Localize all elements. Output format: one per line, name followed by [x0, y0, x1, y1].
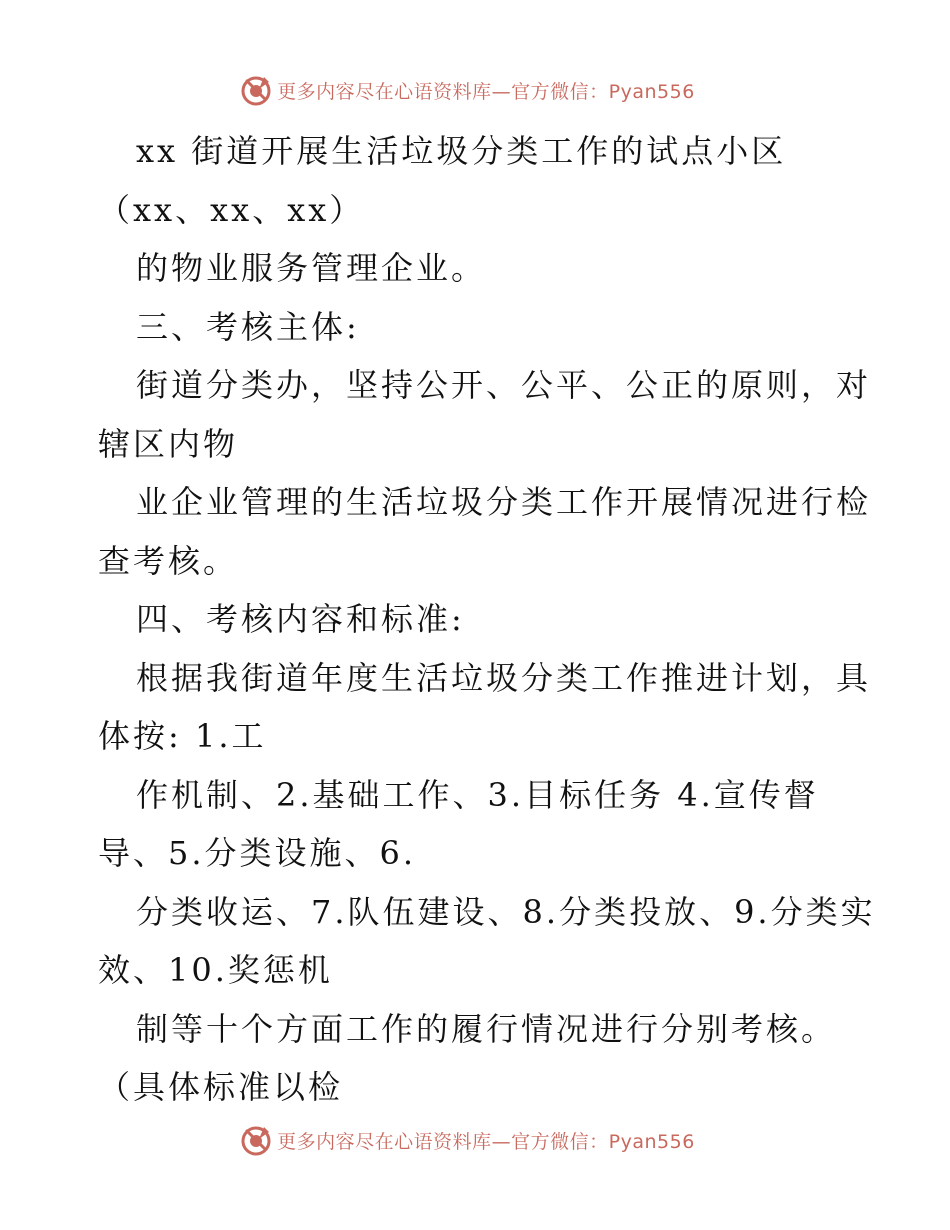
text-line: 作机制、2.基础工作、3.目标任务 4.宣传督: [136, 775, 819, 814]
text-line: 制等十个方面工作的履行情况进行分别考核。: [136, 1009, 837, 1048]
document-body: [98, 122, 876, 1117]
text-line: 四、考核内容和标准:: [136, 600, 465, 638]
text-line: （具体标准以检: [98, 1068, 344, 1106]
text-line: 分类收运、7.队伍建设、8.分类投放、9.分类实: [136, 892, 876, 931]
footer-watermark-banner: [0, 1120, 950, 1160]
text-line: 根据我街道年度生活垃圾分类工作推进计划，具: [136, 658, 872, 697]
text-line: （xx、xx、xx）: [98, 190, 365, 229]
text-line: 效、10.奖惩机: [98, 951, 333, 989]
header-watermark-banner: [0, 70, 950, 110]
text-line: 街道分类办，坚持公开、公平、公正的原则，对: [136, 366, 872, 404]
seal-logo-icon: [239, 73, 273, 107]
text-line: 三、考核主体:: [136, 307, 360, 346]
text-line: 辖区内物: [98, 424, 239, 463]
text-line: 查考核。: [98, 541, 239, 580]
text-line: 体按: 1.工: [98, 717, 267, 755]
text-line: 业企业管理的生活垃圾分类工作开展情况进行检: [136, 483, 872, 521]
text-line: 的物业服务管理企业。: [136, 249, 487, 287]
watermark-text: 更多内容尽在心语资料库—官方微信：Pyan556: [277, 1130, 695, 1153]
seal-logo-icon: [239, 1123, 273, 1157]
watermark-text: 更多内容尽在心语资料库—官方微信：Pyan556: [277, 80, 695, 103]
text-line: xx 街道开展生活垃圾分类工作的试点小区: [136, 132, 787, 170]
text-line: 导、5.分类设施、6.: [98, 834, 417, 872]
